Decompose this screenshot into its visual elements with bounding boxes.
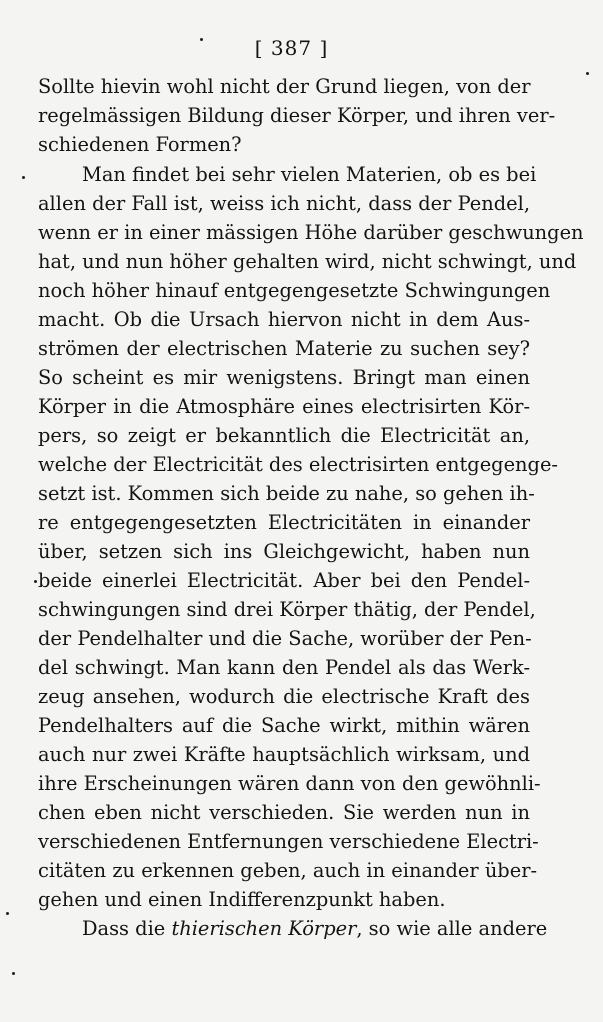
emphasized-term: thierischen Körper bbox=[171, 917, 357, 940]
text-line: hat, und nun höher gehalten wird, nicht schwingt, und bbox=[38, 250, 577, 273]
text-line: citäten zu erkennen geben, auch in einander über- bbox=[38, 859, 538, 882]
text-line: ihre Erscheinungen wären dann von den gewöhnli- bbox=[38, 772, 541, 795]
line-text: Dass die bbox=[82, 917, 166, 940]
text-line: über, setzen sich ins Gleichgewicht, haben nun bbox=[38, 540, 530, 563]
text-line: So scheint es mir wenigstens. Bringt man einen bbox=[38, 366, 530, 389]
text-line: Körper in die Atmosphäre eines electrisirten Kör- bbox=[38, 395, 530, 418]
ink-speck bbox=[34, 580, 37, 583]
text-line: regelmässigen Bildung dieser Körper, und ihren ver- bbox=[38, 104, 556, 127]
text-line: gehen und einen Indifferenzpunkt haben. bbox=[38, 888, 446, 911]
text-line: pers, so zeigt er bekanntlich die Electricität an, bbox=[38, 424, 530, 447]
text-line: schiedenen Formen? bbox=[38, 133, 242, 156]
text-line: zeug ansehen, wodurch die electrische Kraft des bbox=[38, 685, 530, 708]
paragraph-start-line: Man findet bei sehr vielen Materien, ob es bei bbox=[82, 163, 537, 186]
text-line: wenn er in einer mässigen Höhe darüber geschwungen bbox=[38, 221, 584, 244]
text-line: schwingungen sind drei Körper thätig, der Pendel, bbox=[38, 598, 536, 621]
text-line: der Pendelhalter und die Sache, worüber der Pen- bbox=[38, 627, 532, 650]
ink-speck bbox=[22, 176, 25, 179]
paragraph-start-line bbox=[38, 914, 548, 943]
text-line: welche der Electricität des electrisirten entgegenge- bbox=[38, 453, 558, 476]
ink-speck bbox=[6, 912, 9, 915]
text-line: macht. Ob die Ursach hiervon nicht in dem Aus- bbox=[38, 308, 530, 331]
page-number-header bbox=[0, 36, 603, 60]
text-line: setzt ist. Kommen sich beide zu nahe, so gehen ih- bbox=[38, 482, 535, 505]
text-line: strömen der electrischen Materie zu suchen sey? bbox=[38, 337, 530, 360]
ink-speck bbox=[200, 38, 203, 41]
ink-speck bbox=[12, 972, 15, 975]
text-line: auch nur zwei Kräfte hauptsächlich wirksam, und bbox=[38, 743, 530, 766]
text-line: chen eben nicht verschieden. Sie werden nun in bbox=[38, 801, 530, 824]
text-line: del schwingt. Man kann den Pendel als das Werk- bbox=[38, 656, 530, 679]
text-line: re entgegengesetzten Electricitäten in einander bbox=[38, 511, 530, 534]
text-line: verschiedenen Entfernungen verschiedene Electri- bbox=[38, 830, 539, 853]
text-line: noch höher hinauf entgegengesetzte Schwingungen bbox=[38, 279, 551, 302]
text-line: Sollte hievin wohl nicht der Grund liegen, von der bbox=[38, 75, 531, 98]
line-text: , so wie alle andere bbox=[356, 917, 548, 940]
text-line: Pendelhalters auf die Sache wirkt, mithin wären bbox=[38, 714, 530, 737]
text-line: allen der Fall ist, weiss ich nicht, dass der Pendel, bbox=[38, 192, 530, 215]
text-line: beide einerlei Electricität. Aber bei den Pendel- bbox=[38, 569, 530, 592]
page-number: [ 387 ] bbox=[254, 36, 329, 60]
ink-speck bbox=[586, 72, 589, 75]
